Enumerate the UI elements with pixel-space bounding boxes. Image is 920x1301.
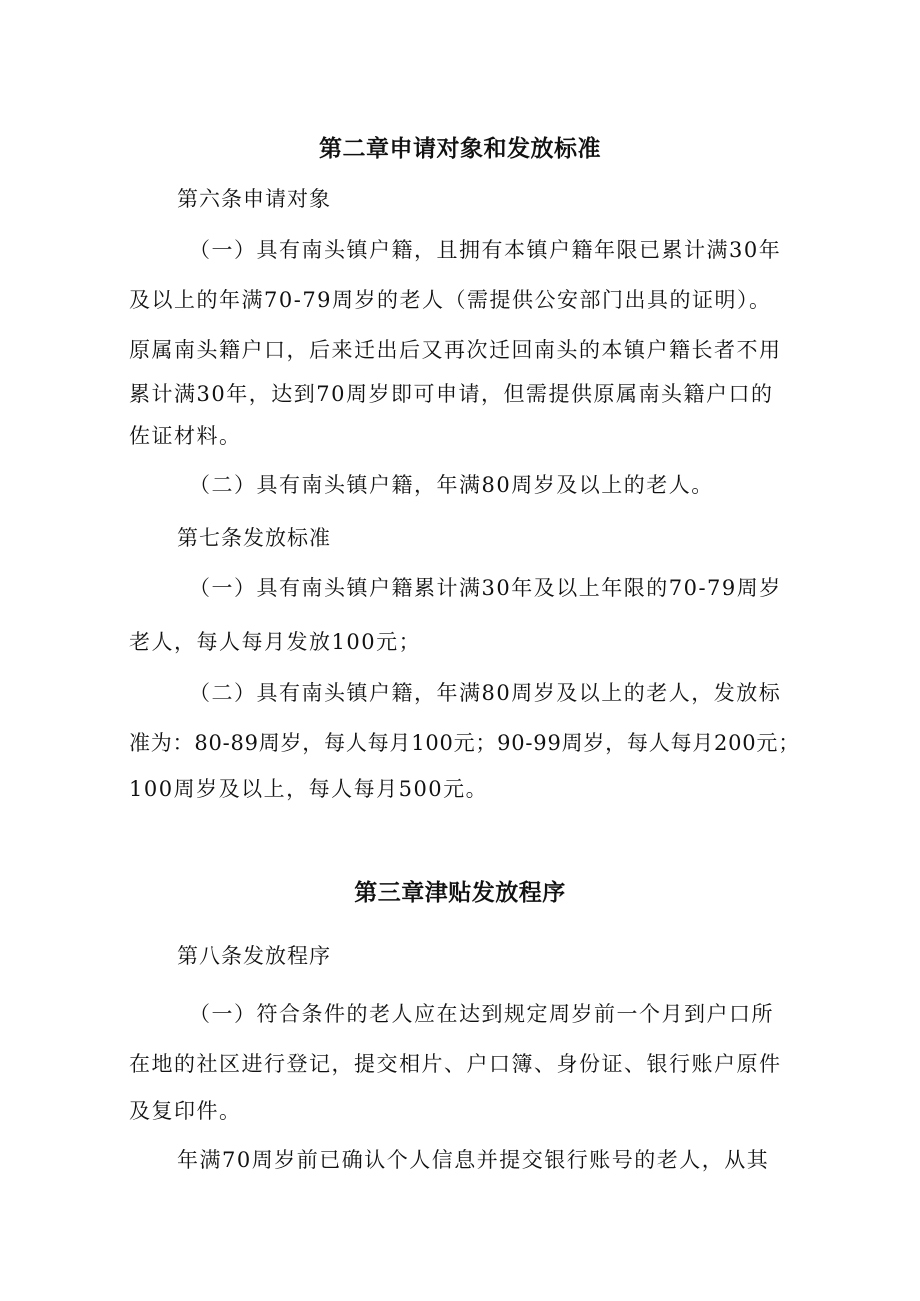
article-8-item-1-line-3: 及复印件。 <box>129 1099 242 1123</box>
article-7-item-2-line-3: 100周岁及以上，每人每月500元。 <box>129 777 489 801</box>
article-6-item-1-line-2: 及以上的年满70-79周岁的老人（需提供公安部门出具的证明）。 <box>129 288 772 312</box>
article-7-title: 第七条发放标准 <box>177 526 331 550</box>
article-6-item-1-line-4: 累计满30年，达到70周岁即可申请，但需提供原属南头籍户口的 <box>129 382 774 406</box>
article-8-item-1-line-1: （一）符合条件的老人应在达到规定周岁前一个月到户口所 <box>189 1002 774 1026</box>
article-6-item-1-line-5: 佐证材料。 <box>129 424 242 448</box>
article-6-item-1-line-1: （一）具有南头镇户籍，且拥有本镇户籍年限已累计满30年 <box>189 238 782 262</box>
article-7-item-2-line-2: 准为：80-89周岁，每人每月100元；90-99周岁，每人每月200元； <box>129 731 800 755</box>
chapter-2-title: 第二章申请对象和发放标准 <box>319 136 601 162</box>
article-7-item-2-line-1: （二）具有南头镇户籍，年满80周岁及以上的老人，发放标 <box>189 681 782 705</box>
article-8-item-1-line-2: 在地的社区进行登记，提交相片、户口簿、身份证、银行账户原件 <box>129 1052 782 1076</box>
chapter-3-title: 第三章津贴发放程序 <box>354 880 566 906</box>
article-6-title: 第六条申请对象 <box>177 187 331 211</box>
article-8-para-2-line-1: 年满70周岁前已确认个人信息并提交银行账号的老人，从其 <box>177 1148 770 1172</box>
article-7-item-1-line-2: 老人，每人每月发放100元； <box>129 630 422 654</box>
article-6-item-1-line-3: 原属南头籍户口，后来迁出后又再次迁回南头的本镇户籍长者不用 <box>129 338 782 362</box>
article-6-item-2: （二）具有南头镇户籍，年满80周岁及以上的老人。 <box>189 473 714 497</box>
article-8-title: 第八条发放程序 <box>177 944 331 968</box>
article-7-item-1-line-1: （一）具有南头镇户籍累计满30年及以上年限的70-79周岁 <box>189 576 782 600</box>
